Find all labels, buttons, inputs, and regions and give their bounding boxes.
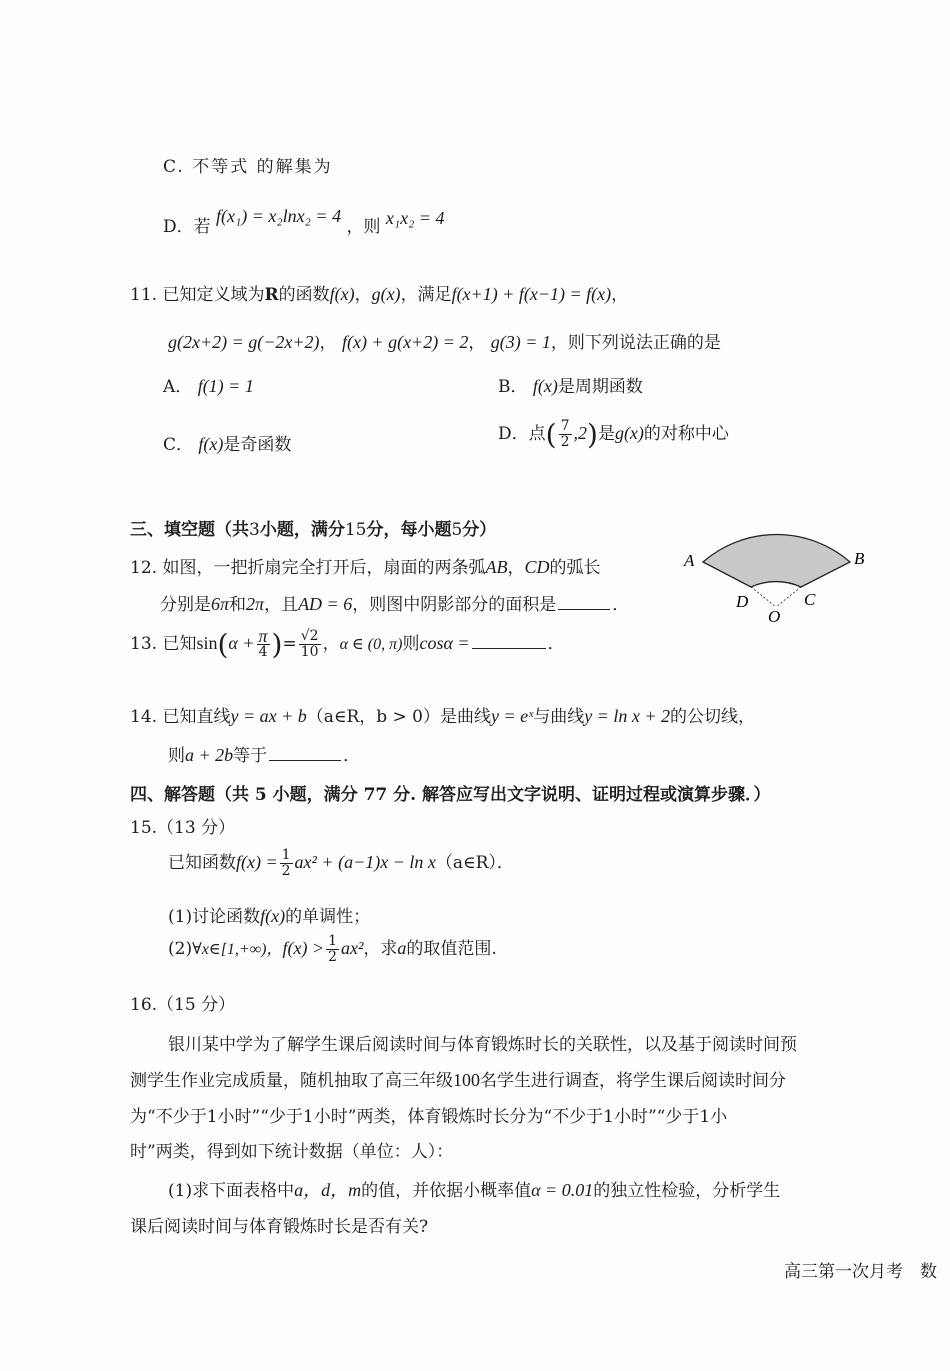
math-expr: cosα = — [419, 633, 470, 653]
text: 是周期函数 — [557, 377, 643, 397]
text: ， — [611, 285, 629, 305]
text: 的公切线， — [670, 707, 756, 727]
text: ， — [354, 285, 372, 305]
q15-line1: 已知函数f(x) = $\frac{1}{2}$ ax² + (a−1)x − ln x（a∈R）． — [168, 847, 514, 879]
answer-blank[interactable] — [472, 648, 546, 649]
text: 是 — [597, 424, 615, 444]
math-expr: a + 2b — [185, 745, 234, 765]
math-expr: ax² — [341, 938, 364, 958]
option-label: C． — [163, 435, 194, 455]
q15-part1: (1)讨论函数f(x)的单调性； — [168, 906, 371, 927]
text: 与曲线 — [533, 707, 585, 727]
math-expr: 6π — [211, 594, 230, 614]
math-expr: g(x) — [614, 423, 644, 443]
fraction: $\frac{\pi}{4}$ — [258, 626, 268, 660]
label-C: C — [804, 590, 816, 609]
q11-option-b — [498, 372, 643, 397]
option-label: D．若 — [163, 217, 211, 237]
text: 的弧长 — [549, 558, 601, 578]
math-R: R — [264, 285, 279, 305]
fan-shaded-region — [703, 535, 850, 587]
question-number: 11. — [130, 285, 158, 305]
math-expr: sin — [196, 633, 218, 653]
q16-line4: 时”两类，得到如下统计数据（单位：人）： — [130, 1142, 454, 1162]
math-expr: g(x) — [371, 284, 401, 304]
fan-side-left — [751, 587, 776, 607]
text: ，则 — [346, 217, 381, 237]
math-expr: f(x₁) = x₂lnx₂ = 4 — [216, 206, 342, 226]
q13-line: 13. 已知sin(α + $\frac{\pi}{4}$ )= $\frac{√2}{10}$ ，α ∈ (0, π)则cosα = ． — [130, 626, 565, 661]
question-number: 14. — [130, 707, 158, 727]
answer-blank[interactable] — [269, 760, 341, 761]
q12-line2: 分别是6π和2π，且AD = 6，则图中阴影部分的面积是 ． — [160, 594, 630, 615]
math-expr: g(3) = 1 — [490, 332, 551, 352]
q14-line2: 则a + 2b等于 ． — [168, 745, 361, 766]
math-expr: 2π — [246, 594, 265, 614]
math-expr: a，d，m — [294, 1180, 362, 1200]
q11-option-d: D．点( $\frac{7}{2}$ ,2)是g(x)的对称中心 — [498, 418, 729, 451]
text: 的函数 — [278, 285, 330, 305]
q16-line5: (1)求下面表格中a，d，m的值，并依据小概率值α = 0.01的独立性检验，分析学生 — [168, 1180, 781, 1201]
text: 是奇函数 — [223, 435, 292, 455]
section-4-heading: 四、解答题（共 5 小题，满分 77 分. 解答应写出文字说明、证明过程或演算步骤．） — [130, 785, 771, 805]
text: ，满足 — [400, 285, 452, 305]
page-footer: 高三第一次月考 数 — [784, 1262, 937, 1282]
text: 如图，一把折扇完全打开后，扇面的两条弧 — [162, 558, 486, 578]
option-label: B． — [498, 377, 528, 397]
math-expr: f(x) > — [282, 938, 325, 958]
text: ，且 — [264, 595, 299, 615]
math-expr: y = ax + b — [230, 706, 307, 726]
math-expr: f(1) = 1 — [197, 376, 254, 396]
text: ，则图中阴影部分的面积是 — [352, 595, 557, 615]
q15-head: 15.（13 分） — [130, 818, 236, 838]
label-D: D — [736, 592, 749, 611]
math-expr: y = ln x + 2 — [584, 706, 671, 726]
math-expr: y = eˣ — [491, 706, 534, 726]
answer-blank[interactable] — [558, 609, 610, 610]
q16-line1: 银川某中学为了解学生课后阅读时间与体育锻炼时长的关联性，以及基于阅读时间预 — [168, 1035, 797, 1055]
math-expr: a — [397, 938, 407, 958]
math-expr: ax² + (a−1)x − ln x — [294, 852, 436, 872]
text: ，则下列说法正确的是 — [550, 333, 721, 353]
text: ， — [319, 333, 337, 353]
fraction: $\frac{7}{2}$ — [560, 418, 570, 450]
math-expr: α = 0.01 — [531, 1180, 594, 1200]
fan-side-right — [776, 587, 801, 607]
text: 是曲线 — [440, 707, 492, 727]
q14-line1 — [130, 702, 755, 727]
text: 已知直线 — [162, 707, 231, 727]
math-expr: ,2 — [573, 423, 587, 443]
text: （a∈R，b > 0） — [306, 707, 441, 727]
text: 分别是 — [160, 595, 211, 615]
cutoff-line — [163, 158, 333, 174]
label-O: O — [768, 607, 781, 626]
math-expr: f(x) — [329, 284, 355, 304]
q16-line2: 测学生作业完成质量，随机抽取了高三年级100名学生进行调查，将学生课后阅读时间分 — [130, 1070, 786, 1091]
fan-figure — [680, 512, 880, 632]
math-expr: f(x) = — [236, 852, 278, 872]
option-label: A． — [163, 377, 193, 397]
math-expr: f(x) — [532, 376, 558, 396]
text: 已知 — [162, 634, 197, 654]
q11-option-c — [163, 430, 291, 455]
q11-option-a — [163, 372, 254, 397]
math-expr: α + — [228, 633, 255, 653]
fraction: $\frac{1}{2}$ — [281, 847, 291, 879]
question-number: 13. — [130, 634, 158, 654]
text: ， — [468, 333, 486, 353]
q11-line2 — [168, 328, 721, 353]
section-3-heading: 三、填空题（共3小题，满分15分，每小题5分） — [130, 520, 497, 540]
q16-line6: 课后阅读时间与体育锻炼时长是否有关? — [130, 1217, 429, 1237]
fraction: $\frac{1}{2}$ — [328, 933, 338, 965]
q16-line3: 为“不少于1小时”“少于1小时”两类，体育锻炼时长分为“不少于1小时”“少于1小 — [130, 1107, 728, 1127]
q10-option-d — [163, 206, 445, 237]
math-expr: x₁x₂ = 4 — [385, 208, 445, 228]
question-number: 12. — [130, 558, 158, 578]
math-expr: ∀x∈[1,+∞)， — [192, 941, 283, 958]
text: 的对称中心 — [643, 424, 729, 444]
math-expr: f(x) + g(x+2) = 2 — [341, 332, 469, 352]
math-expr: f(x) — [198, 434, 224, 454]
option-label: D．点 — [498, 424, 546, 444]
text: 已知定义域为 — [162, 285, 265, 305]
cutoff-text: C. 不等式 的解集为 — [163, 158, 333, 174]
label-A: A — [684, 551, 695, 570]
fraction: $\frac{√2}{10}$ — [300, 628, 319, 660]
math-expr: g(2x+2) = g(−2x+2) — [168, 332, 320, 352]
math-expr: CD — [524, 557, 550, 577]
text: 和 — [229, 595, 247, 615]
math-expr: α ∈ (0, π) — [339, 636, 403, 653]
q11-line1 — [130, 280, 628, 305]
math-expr: AD = 6 — [298, 594, 353, 614]
q15-part2: (2)∀x∈[1,+∞)，f(x) > $\frac{1}{2}$ ax²，求a的取值范围. — [168, 933, 497, 965]
math-expr: f(x) — [260, 906, 286, 926]
q12-line1 — [130, 553, 600, 578]
math-expr: AB — [485, 557, 508, 577]
q16-head: 16.（15 分） — [130, 995, 236, 1015]
label-B: B — [854, 549, 865, 568]
math-expr: f(x+1) + f(x−1) = f(x) — [451, 284, 612, 304]
text: ， — [507, 558, 525, 578]
